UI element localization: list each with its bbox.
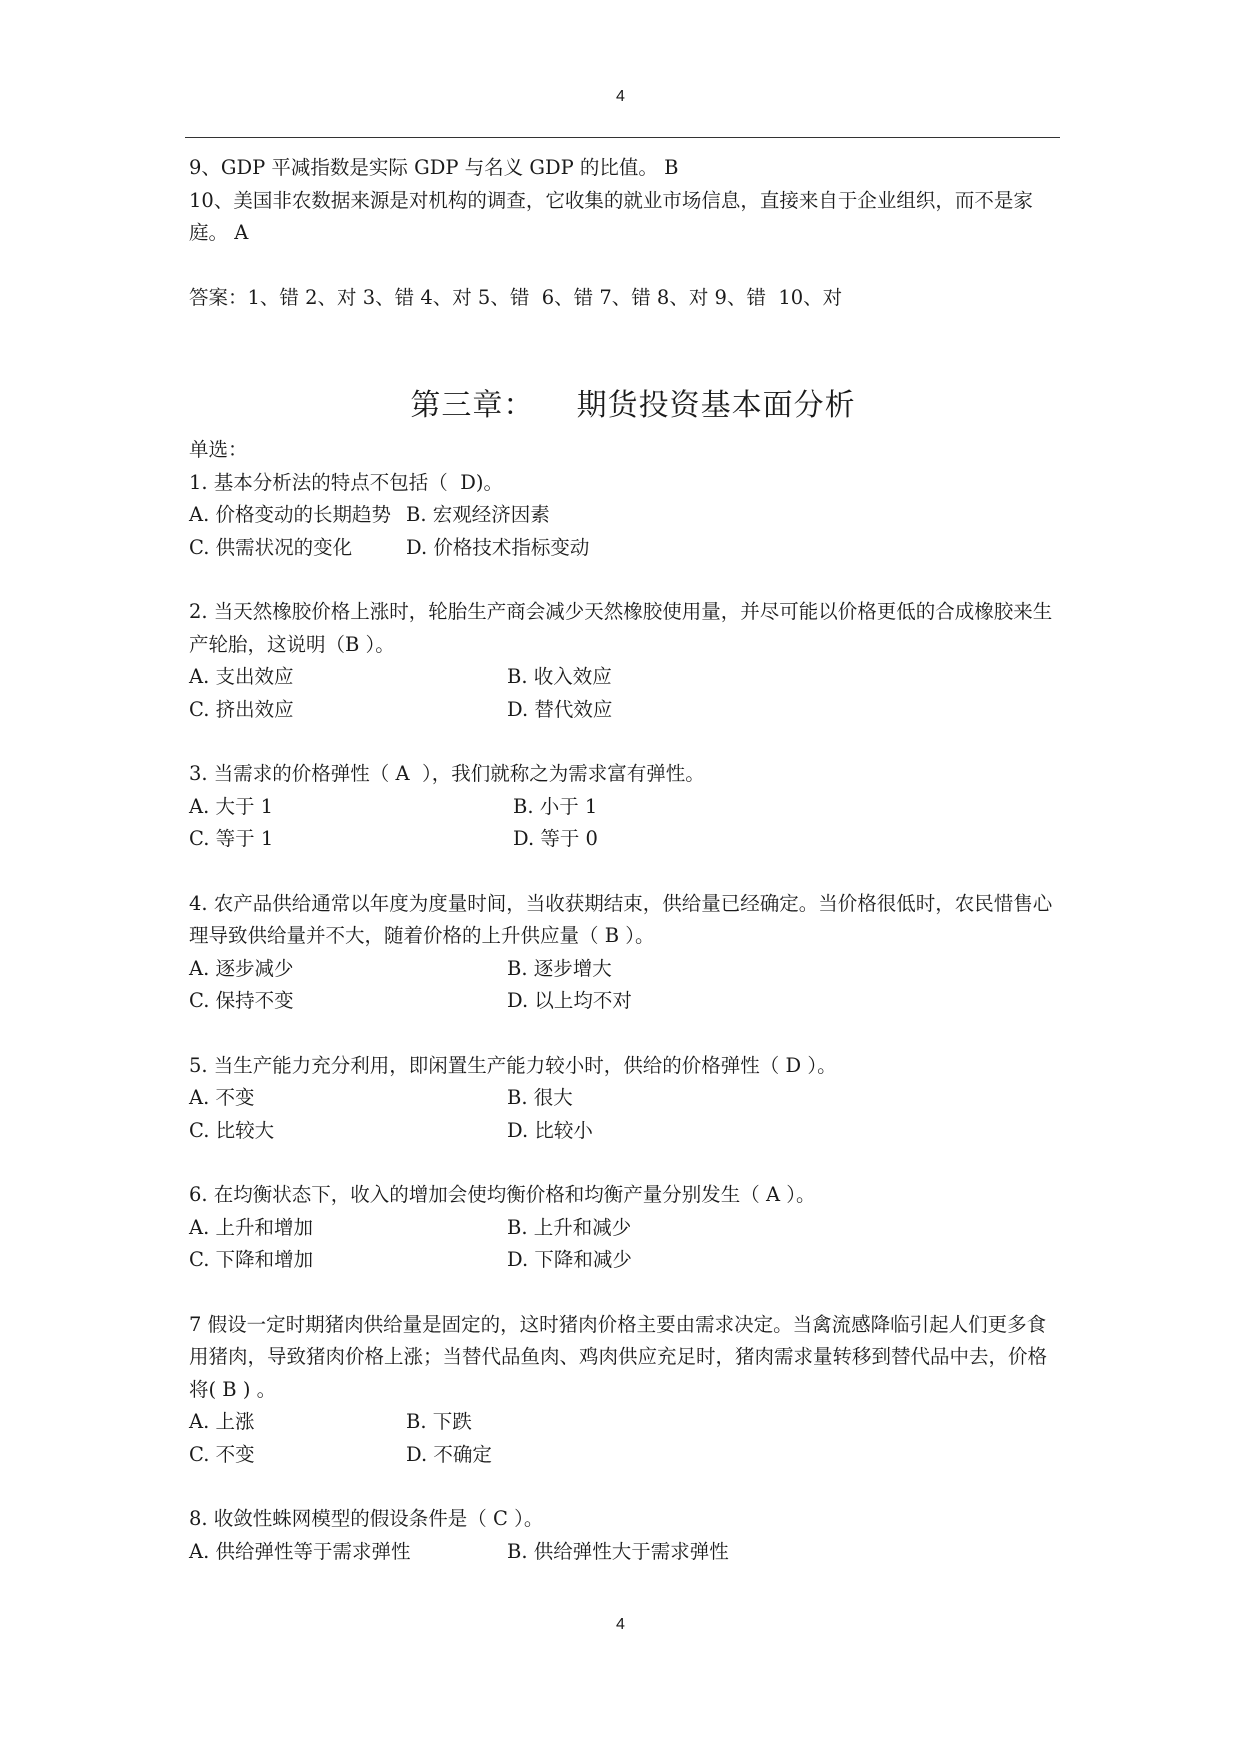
- option-row: [189, 532, 1057, 565]
- option: C. 挤出效应: [189, 697, 294, 721]
- option: B. 下跌: [406, 1410, 472, 1433]
- option: A. 支出效应: [189, 665, 294, 688]
- page-number-top: 4: [616, 88, 625, 105]
- option: C. 供需状况的变化: [189, 535, 353, 559]
- option-row: [189, 985, 1057, 1018]
- option-row: [189, 953, 1057, 986]
- chapter-title: 第三章： 期货投资基本面分析: [410, 388, 856, 423]
- option-row: [189, 1212, 1057, 1245]
- option: A. 大于 1: [189, 794, 274, 818]
- option-row: [189, 1536, 1057, 1569]
- option-row: [189, 791, 1057, 824]
- option-row: [189, 1439, 1057, 1472]
- option-row: [189, 823, 1057, 856]
- header-rule: [185, 137, 1060, 138]
- question-stem: 2. 当天然橡胶价格上涨时，轮胎生产商会减少天然橡胶使用量，并尽可能以价格更低的合成橡胶来生产轮胎，这说明（B ）。: [189, 600, 1053, 656]
- option: D. 等于 0: [513, 827, 598, 850]
- option: A. 逐步减少: [189, 956, 294, 980]
- option-row: [189, 694, 1057, 727]
- option: C. 比较大: [189, 1118, 275, 1142]
- question-stem: 8. 收敛性蛛网模型的假设条件是（ C ）。: [189, 1507, 544, 1530]
- option-row: [189, 1406, 1057, 1439]
- question-stem: 6. 在均衡状态下，收入的增加会使均衡价格和均衡产量分别发生（ A ）。: [189, 1183, 816, 1206]
- option: D. 比较小: [507, 1118, 593, 1142]
- page-number-bottom: 4: [616, 1616, 625, 1633]
- option: B. 小于 1: [513, 794, 598, 818]
- option: A. 价格变动的长期趋势: [189, 503, 391, 526]
- tf-item-9: 9、GDP 平减指数是实际 GDP 与名义 GDP 的比值。 B: [189, 156, 679, 179]
- option: C. 等于 1: [189, 827, 274, 850]
- question-stem: 1. 基本分析法的特点不包括（ D)。: [189, 470, 503, 494]
- option: D. 价格技术指标变动: [406, 535, 590, 559]
- question-stem: 4. 农产品供给通常以年度为度量时间，当收获期结束，供给量已经确定。当价格很低时，农民惜售心理导致供给量并不大，随着价格的上升供应量（ B ）。: [189, 891, 1053, 947]
- answers-line: 答案：1、错 2、对 3、错 4、对 5、错 6、错 7、错 8、对 9、错 10、对: [189, 285, 843, 309]
- option-row: [189, 499, 1057, 532]
- option: A. 供给弹性等于需求弹性: [189, 1539, 411, 1563]
- option: B. 逐步增大: [507, 956, 612, 980]
- question-stem: 5. 当生产能力充分利用，即闲置生产能力较小时，供给的价格弹性（ D ）。: [189, 1053, 837, 1077]
- question-stem: 3. 当需求的价格弹性（ A ），我们就称之为需求富有弹性。: [189, 762, 705, 785]
- question-stem: 7 假设一定时期猪肉供给量是固定的，这时猪肉价格主要由需求决定。当禽流感降临引起人们更多食用猪肉，导致猪肉价格上涨；当替代品鱼肉、鸡肉供应充足时，猪肉需求量转移到替代品中去，价格将( B ) 。: [189, 1312, 1048, 1401]
- option: B. 很大: [507, 1086, 573, 1109]
- option: D. 以上均不对: [507, 989, 632, 1012]
- option: C. 不变: [189, 1442, 255, 1466]
- document-body: [189, 152, 1057, 1568]
- option: C. 保持不变: [189, 989, 294, 1012]
- option: B. 收入效应: [507, 665, 612, 688]
- option-row: [189, 661, 1057, 694]
- option: A. 上涨: [189, 1410, 255, 1433]
- section-label: 单选：: [189, 438, 248, 461]
- option: B. 供给弹性大于需求弹性: [507, 1539, 729, 1563]
- option-row: [189, 1115, 1057, 1148]
- option: D. 下降和减少: [507, 1248, 632, 1271]
- option: D. 替代效应: [507, 697, 613, 721]
- option: B. 上升和减少: [507, 1215, 632, 1239]
- option: A. 不变: [189, 1086, 255, 1109]
- option-row: [189, 1244, 1057, 1277]
- option: C. 下降和增加: [189, 1248, 314, 1271]
- tf-item-10: 10、美国非农数据来源是对机构的调查，它收集的就业市场信息，直接来自于企业组织，而不是家庭。 A: [189, 188, 1033, 244]
- option: B. 宏观经济因素: [406, 503, 550, 526]
- option: D. 不确定: [406, 1442, 492, 1466]
- option-row: [189, 1082, 1057, 1115]
- option: A. 上升和增加: [189, 1215, 313, 1239]
